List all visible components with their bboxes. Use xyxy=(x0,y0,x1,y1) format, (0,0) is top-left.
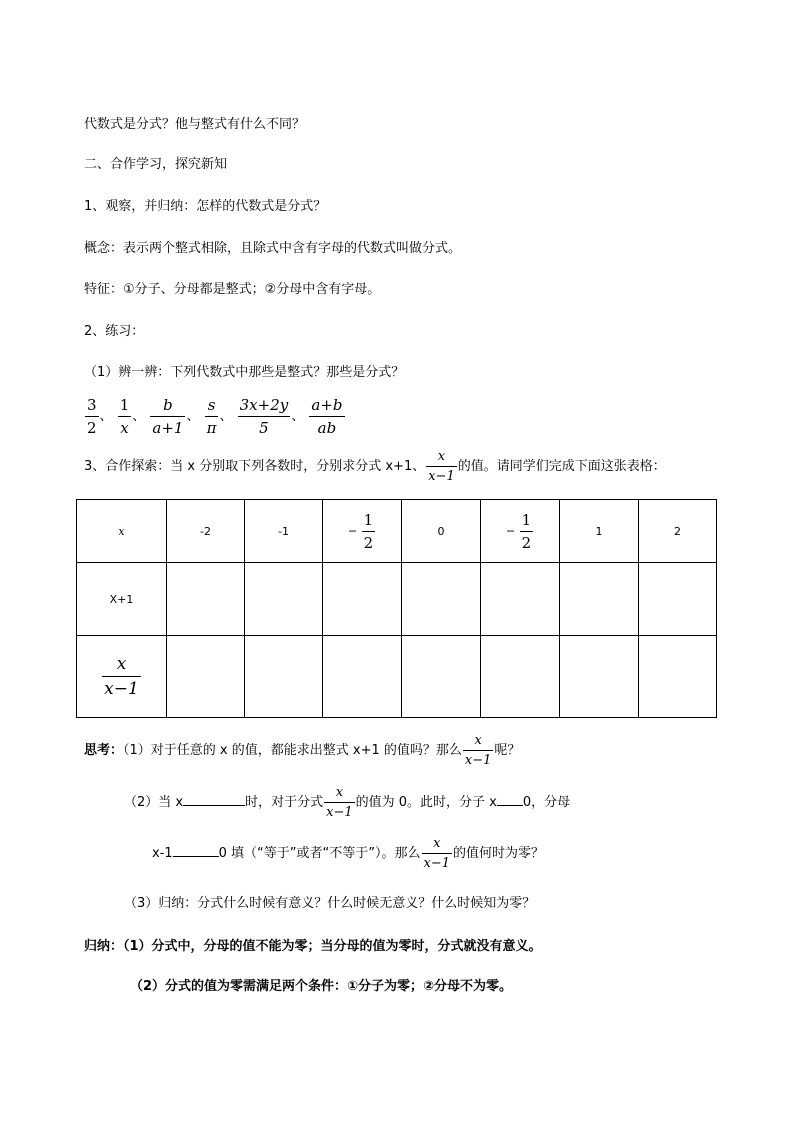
header-value-cell: 0 xyxy=(402,500,481,563)
answer-cell[interactable] xyxy=(560,563,639,636)
table-row xyxy=(77,636,717,718)
expression-fraction: $\frac{b}{a+1}$ xyxy=(152,396,184,437)
value-table xyxy=(76,499,717,718)
feature-description: 特征：①分子、分母都是整式；②分母中含有字母。 xyxy=(84,282,381,297)
summary-line-1: 归纳：（1）分式中，分母的值不能为零；当分母的值为零时，分式就没有意义。 xyxy=(84,939,542,954)
think-question-2: （2）当 x 时，对于分式 $\frac{x}{x-1}$ 的值为 0。此时，分子 x 0，分母 xyxy=(124,785,571,820)
answer-blank[interactable] xyxy=(497,805,523,806)
think-question-1: 思考：（1）对于任意的 x 的值，都能求出整式 x+1 的值吗？那么 $\frac{x}{x-1}$ 呢？ xyxy=(84,733,521,768)
expression-fraction: $\frac{s}{\pi}$ xyxy=(206,396,217,437)
concept-definition: 概念：表示两个整式相除，且除式中含有字母的代数式叫做分式。 xyxy=(84,241,462,256)
item-1-heading: 1、观察，并归纳：怎样的代数式是分式？ xyxy=(84,199,327,214)
header-value-cell: -2 xyxy=(167,500,245,563)
table-header-row xyxy=(77,500,717,563)
header-x-symbol: x xyxy=(77,500,167,563)
item-2-heading: 2、练习： xyxy=(84,324,145,339)
intro-question: 代数式是分式？他与整式有什么不同？ xyxy=(84,117,306,132)
answer-cell[interactable] xyxy=(323,563,402,636)
fraction-x-over-x-minus-1: $\frac{x}{x-1}$ xyxy=(428,449,455,484)
header-value-cell: − $\frac{1}{2}$ xyxy=(481,500,560,563)
answer-cell[interactable] xyxy=(167,563,245,636)
think-label: 思考： xyxy=(84,743,124,758)
summary-line-2: （2）分式的值为零需满足两个条件：①分子为零；②分母不为零。 xyxy=(130,979,513,994)
answer-cell[interactable] xyxy=(402,563,481,636)
header-value-cell: 1 xyxy=(560,500,639,563)
expression-fraction: $\frac{3x+2y}{5}$ xyxy=(239,396,289,437)
answer-cell[interactable] xyxy=(481,563,560,636)
answer-cell[interactable] xyxy=(481,636,560,718)
expression-fraction: $\frac{a+b}{ab}$ xyxy=(311,396,343,437)
header-value-cell: -1 xyxy=(245,500,323,563)
exercise-1-prompt: （1）辨一辨：下列代数式中那些是整式？那些是分式？ xyxy=(84,365,405,380)
answer-cell[interactable] xyxy=(323,636,402,718)
answer-blank[interactable] xyxy=(183,805,245,806)
answer-cell[interactable] xyxy=(560,636,639,718)
answer-cell[interactable] xyxy=(167,636,245,718)
expression-fraction: $\frac{3}{2}$ xyxy=(87,396,97,437)
header-value-cell: 2 xyxy=(639,500,717,563)
answer-blank[interactable] xyxy=(173,856,219,857)
expression-fraction: $\frac{1}{x}$ xyxy=(119,396,130,437)
answer-cell[interactable] xyxy=(402,636,481,718)
item-3-prompt: 3、合作探索：当 x 分别取下列各数时，分别求分式 x+1、 $\frac{x}{x-1}$ 的值。请同学们完成下面这张表格： xyxy=(84,449,666,484)
expression-list: $\frac{3}{2}$ 、 $\frac{1}{x}$ 、 $\frac{b}{a+1}$ 、 $\frac{s}{\pi}$ 、 $\frac{3x+2y}{5}$ 、 $\frac{a+b}{ab}$ xyxy=(87,396,343,437)
think-question-2-cont: x-1 0 填（“等于”或者“不等于”）。那么 $\frac{x}{x-1}$ 的值何时为零？ xyxy=(152,836,545,871)
row-label-fraction: $\frac{x}{x-1}$ xyxy=(77,636,167,718)
answer-cell[interactable] xyxy=(245,563,323,636)
section-2-title: 二、合作学习，探究新知 xyxy=(84,157,228,172)
table-row xyxy=(77,563,717,636)
think-question-3: （3）归纳：分式什么时候有意义？什么时候无意义？什么时候知为零？ xyxy=(124,896,536,911)
answer-cell[interactable] xyxy=(245,636,323,718)
row-label-x-plus-1: X+1 xyxy=(77,563,167,636)
answer-cell[interactable] xyxy=(639,636,717,718)
answer-cell[interactable] xyxy=(639,563,717,636)
header-value-cell: − $\frac{1}{2}$ xyxy=(323,500,402,563)
